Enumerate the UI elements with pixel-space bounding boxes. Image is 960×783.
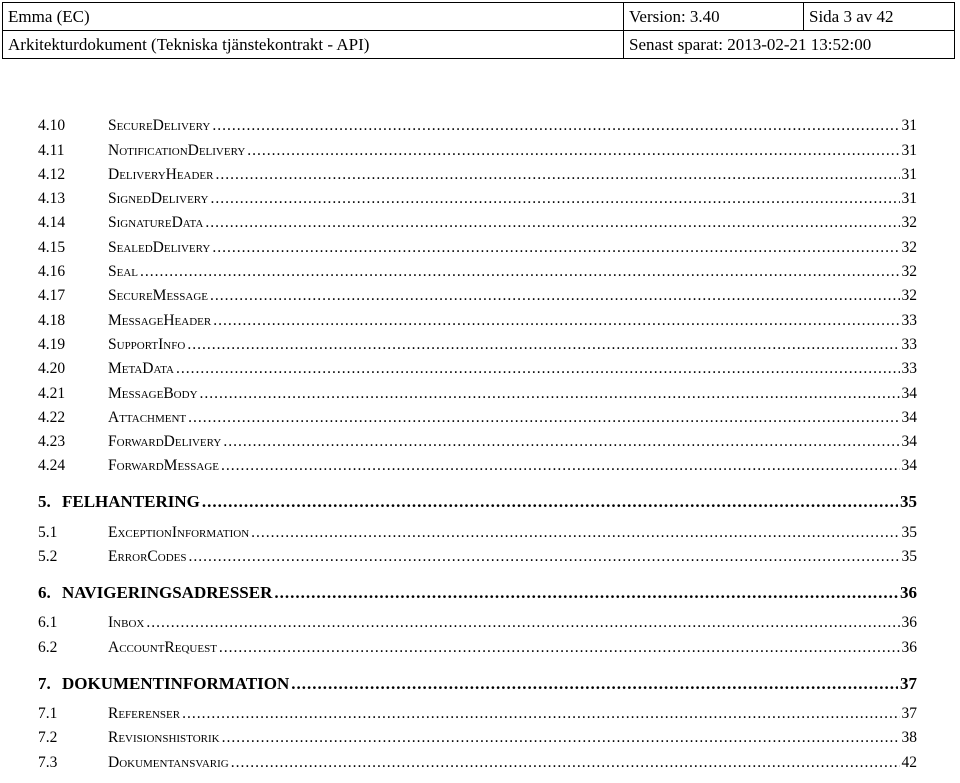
toc-dot-leader	[187, 336, 917, 354]
toc-entry-number: 6.2	[38, 638, 58, 656]
toc-entry-number: 4.14	[38, 214, 66, 232]
toc-chapter-entry[interactable]	[0, 485, 960, 514]
toc-entry-leader	[108, 214, 917, 232]
toc-entry-page: 31	[901, 141, 917, 159]
toc-entry-page: 33	[901, 360, 917, 378]
toc-entry-number: 4.15	[38, 238, 66, 256]
toc-entry-number: 6.	[38, 583, 51, 603]
toc-entry-page: 32	[901, 263, 917, 281]
toc-entry-leader	[108, 336, 917, 354]
table-of-contents	[0, 114, 960, 775]
toc-entry-title: SignedDelivery	[108, 190, 209, 208]
toc-dot-leader	[210, 190, 917, 208]
toc-section-entry[interactable]	[0, 211, 960, 235]
toc-entry-title: ForwardDelivery	[108, 433, 222, 451]
toc-dot-leader	[200, 385, 917, 403]
toc-section-entry[interactable]	[0, 138, 960, 162]
toc-entry-leader	[108, 312, 917, 330]
toc-entry-title: AccountRequest	[108, 638, 217, 656]
toc-entry-number: 5.2	[38, 548, 58, 566]
toc-entry-number: 7.	[38, 673, 51, 693]
toc-entry-title: SealedDelivery	[108, 238, 211, 256]
toc-entry-leader	[108, 729, 917, 747]
toc-entry-title: SecureMessage	[108, 287, 209, 305]
toc-entry-leader	[108, 754, 917, 772]
toc-entry-leader	[108, 117, 917, 135]
toc-entry-leader	[108, 639, 917, 657]
toc-entry-title: Revisionshistorik	[108, 729, 220, 747]
toc-entry-leader	[108, 263, 917, 281]
toc-entry-title: Inbox	[108, 614, 145, 632]
toc-entry-leader	[108, 409, 917, 427]
toc-entry-page: 37	[900, 673, 917, 693]
toc-section-entry[interactable]	[0, 406, 960, 430]
toc-dot-leader	[212, 117, 917, 135]
toc-entry-number: 7.1	[38, 704, 58, 722]
toc-entry-title: ExceptionInformation	[108, 523, 250, 541]
toc-entry-page: 31	[901, 117, 917, 135]
toc-dot-leader	[189, 548, 918, 566]
toc-section-entry[interactable]	[0, 611, 960, 635]
toc-section-entry[interactable]	[0, 750, 960, 774]
toc-dot-leader	[222, 729, 917, 747]
toc-entry-page: 42	[901, 753, 917, 771]
toc-dot-leader	[223, 433, 917, 451]
toc-dot-leader	[146, 614, 917, 632]
toc-entry-title: MessageHeader	[108, 311, 212, 329]
toc-entry-leader	[108, 433, 917, 451]
toc-entry-title: Attachment	[108, 408, 187, 426]
toc-entry-page: 37	[901, 704, 917, 722]
toc-entry-leader	[108, 705, 917, 723]
toc-dot-leader	[213, 312, 917, 330]
toc-entry-title: NAVIGERINGSADRESSER	[62, 583, 273, 603]
toc-section-entry[interactable]	[0, 520, 960, 544]
toc-entry-page: 31	[901, 190, 917, 208]
header-author: Emma (EC)	[3, 3, 624, 31]
toc-section-entry[interactable]	[0, 163, 960, 187]
toc-section-entry[interactable]	[0, 333, 960, 357]
toc-entry-leader	[108, 142, 917, 160]
toc-entry-leader	[108, 524, 917, 542]
toc-entry-page: 35	[901, 523, 917, 541]
toc-section-entry[interactable]	[0, 381, 960, 405]
toc-section-entry[interactable]	[0, 545, 960, 569]
toc-entry-title: ErrorCodes	[108, 548, 187, 566]
toc-section-entry[interactable]	[0, 357, 960, 381]
toc-section-entry[interactable]	[0, 284, 960, 308]
toc-entry-page: 36	[901, 638, 917, 656]
document-header	[2, 2, 955, 59]
toc-dot-leader	[219, 639, 917, 657]
toc-entry-title: Seal	[108, 263, 139, 281]
toc-entry-number: 4.18	[38, 311, 66, 329]
toc-entry-number: 4.13	[38, 190, 66, 208]
toc-entry-title: DOKUMENTINFORMATION	[62, 673, 290, 693]
toc-entry-title: SupportInfo	[108, 335, 186, 353]
toc-entry-page: 31	[901, 165, 917, 183]
toc-section-entry[interactable]	[0, 454, 960, 478]
toc-entry-leader	[108, 239, 917, 257]
toc-dot-leader	[210, 287, 917, 305]
toc-dot-leader	[247, 142, 917, 160]
toc-entry-number: 4.24	[38, 457, 66, 475]
toc-entry-number: 6.1	[38, 614, 58, 632]
toc-section-entry[interactable]	[0, 430, 960, 454]
toc-section-entry[interactable]	[0, 235, 960, 259]
toc-entry-title: SecureDelivery	[108, 117, 211, 135]
toc-entry-number: 4.22	[38, 408, 66, 426]
toc-entry-leader	[62, 493, 917, 511]
toc-section-entry[interactable]	[0, 702, 960, 726]
toc-entry-title: ForwardMessage	[108, 457, 220, 475]
toc-section-entry[interactable]	[0, 114, 960, 138]
toc-dot-leader	[274, 584, 917, 602]
toc-entry-title: Dokumentansvarig	[108, 753, 229, 771]
header-row-2	[3, 31, 955, 59]
toc-section-entry[interactable]	[0, 187, 960, 211]
toc-entry-page: 34	[901, 384, 917, 402]
toc-entry-title: SignatureData	[108, 214, 204, 232]
toc-entry-page: 33	[901, 311, 917, 329]
toc-entry-title: MessageBody	[108, 384, 198, 402]
toc-entry-number: 5.	[38, 492, 51, 512]
toc-entry-page: 34	[901, 433, 917, 451]
toc-dot-leader	[212, 239, 917, 257]
toc-entry-page: 36	[901, 614, 917, 632]
toc-entry-number: 4.20	[38, 360, 66, 378]
toc-dot-leader	[202, 493, 917, 511]
toc-entry-page: 36	[900, 583, 917, 603]
toc-entry-number: 7.3	[38, 753, 58, 771]
toc-entry-page: 32	[901, 214, 917, 232]
toc-dot-leader	[231, 754, 917, 772]
toc-entry-number: 4.16	[38, 263, 66, 281]
toc-entry-leader	[108, 548, 917, 566]
toc-chapter-entry[interactable]	[0, 667, 960, 696]
toc-entry-leader	[108, 287, 917, 305]
toc-entry-leader	[108, 614, 917, 632]
toc-entry-number: 4.21	[38, 384, 66, 402]
toc-section-entry[interactable]	[0, 726, 960, 750]
toc-entry-title: MetaData	[108, 360, 174, 378]
toc-entry-leader	[108, 166, 917, 184]
toc-dot-leader	[291, 675, 917, 693]
toc-entry-leader	[108, 360, 917, 378]
toc-dot-leader	[221, 457, 917, 475]
toc-entry-page: 35	[900, 492, 917, 512]
toc-dot-leader	[140, 263, 917, 281]
toc-entry-number: 4.23	[38, 433, 66, 451]
header-document-title: Arkitekturdokument (Tekniska tjänstekontrakt - API)	[3, 31, 624, 59]
toc-entry-page: 32	[901, 238, 917, 256]
header-version: Version: 3.40	[624, 3, 804, 31]
toc-dot-leader	[188, 409, 917, 427]
toc-entry-page: 34	[901, 408, 917, 426]
toc-dot-leader	[205, 214, 917, 232]
toc-entry-title: DeliveryHeader	[108, 165, 214, 183]
toc-entry-leader	[62, 584, 917, 602]
toc-entry-page: 38	[901, 729, 917, 747]
toc-entry-title: NotificationDelivery	[108, 141, 246, 159]
toc-entry-leader	[108, 190, 917, 208]
toc-dot-leader	[182, 705, 917, 723]
toc-entry-page: 32	[901, 287, 917, 305]
toc-section-entry[interactable]	[0, 308, 960, 332]
header-page-number: Sida 3 av 42	[804, 3, 955, 31]
toc-entry-leader	[108, 457, 917, 475]
toc-entry-leader	[62, 675, 917, 693]
toc-entry-number: 4.11	[38, 141, 65, 159]
toc-section-entry[interactable]	[0, 260, 960, 284]
toc-entry-page: 34	[901, 457, 917, 475]
toc-section-entry[interactable]	[0, 635, 960, 659]
toc-entry-leader	[108, 385, 917, 403]
toc-entry-title: Referenser	[108, 704, 181, 722]
toc-entry-number: 5.1	[38, 523, 58, 541]
toc-entry-number: 7.2	[38, 729, 58, 747]
toc-dot-leader	[251, 524, 917, 542]
toc-entry-number: 4.17	[38, 287, 66, 305]
toc-entry-number: 4.12	[38, 165, 66, 183]
toc-chapter-entry[interactable]	[0, 576, 960, 605]
toc-entry-page: 35	[901, 548, 917, 566]
header-last-saved: Senast sparat: 2013-02-21 13:52:00	[624, 31, 955, 59]
toc-entry-number: 4.19	[38, 335, 66, 353]
toc-entry-page: 33	[901, 335, 917, 353]
toc-entry-title: FELHANTERING	[62, 492, 200, 512]
toc-entry-number: 4.10	[38, 117, 66, 135]
toc-dot-leader	[176, 360, 917, 378]
header-row-1	[3, 3, 955, 31]
toc-dot-leader	[216, 166, 918, 184]
